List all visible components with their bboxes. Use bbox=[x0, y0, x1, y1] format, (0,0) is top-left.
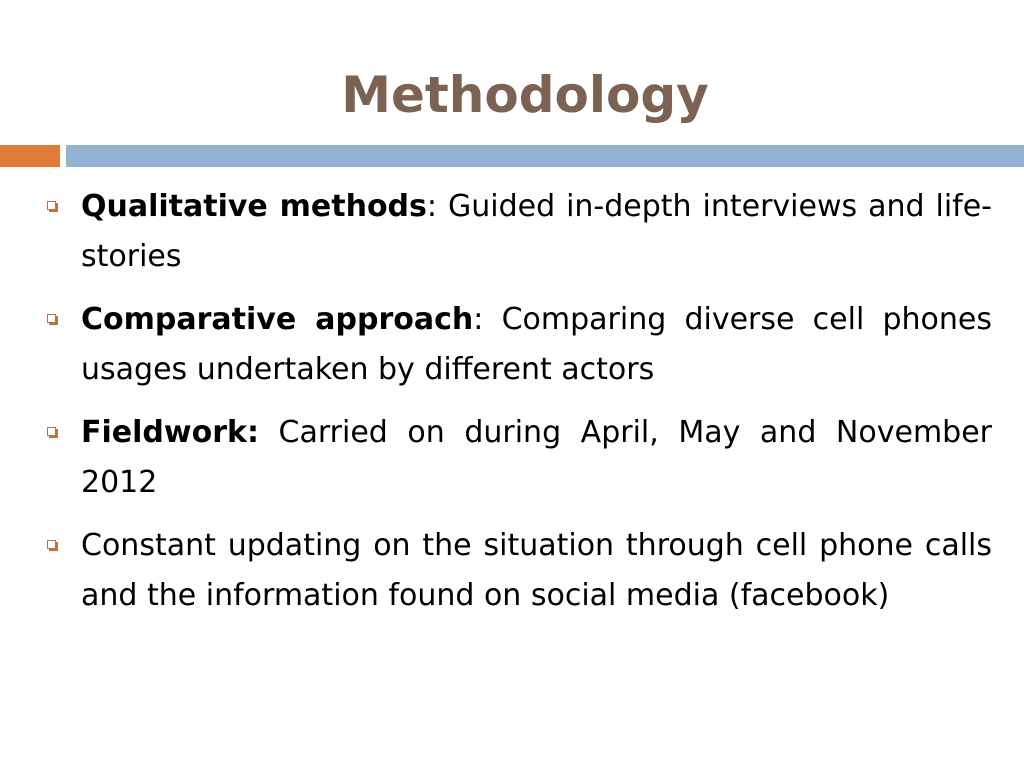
bullet-separator: : bbox=[473, 302, 484, 337]
bullet-body: Comparing diverse cell phones usages undertaken by different actors bbox=[81, 302, 992, 387]
bullet-item-qualitative-methods bbox=[0, 182, 1024, 282]
bullet-item-constant-updating bbox=[0, 521, 1024, 621]
bullet-text bbox=[81, 182, 992, 282]
bullet-text bbox=[81, 408, 992, 508]
bullet-heading: Comparative approach bbox=[81, 302, 474, 337]
square-bullet-icon bbox=[47, 201, 56, 210]
square-bullet-icon bbox=[47, 540, 56, 549]
square-bullet-icon bbox=[47, 427, 56, 436]
bullet-body: Guided in-depth interviews and life-stories bbox=[81, 189, 992, 274]
bullet-heading: Qualitative methods bbox=[81, 189, 427, 224]
bullet-list bbox=[0, 182, 1024, 634]
bullet-body: Carried on during April, May and November 2012 bbox=[81, 415, 992, 500]
bullet-body: Constant updating on the situation through cell phone calls and the information found on social media (facebook) bbox=[81, 528, 992, 613]
bullet-text bbox=[81, 295, 992, 395]
bullet-separator: : bbox=[426, 189, 438, 224]
bullet-heading: Fieldwork: bbox=[81, 415, 259, 450]
slide-title: Methodology bbox=[341, 66, 709, 124]
bullet-item-comparative-approach bbox=[0, 295, 1024, 395]
square-bullet-icon bbox=[47, 314, 56, 323]
bullet-item-fieldwork bbox=[0, 408, 1024, 508]
title-divider-bar bbox=[66, 145, 1024, 167]
bullet-text bbox=[81, 521, 992, 621]
title-accent-bar bbox=[0, 145, 60, 167]
